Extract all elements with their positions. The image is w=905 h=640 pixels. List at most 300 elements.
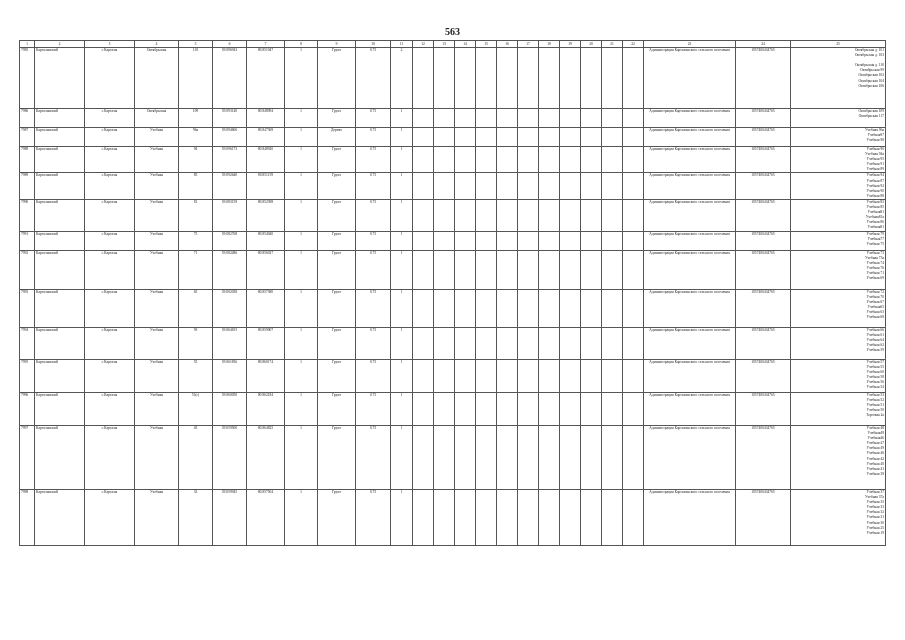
row-number: 7986	[20, 109, 35, 128]
empty-cell	[581, 48, 602, 109]
latitude-cell: 59.083159	[213, 199, 247, 231]
address-line: Октябрьская 104	[858, 78, 884, 83]
table-row	[20, 489, 886, 545]
column-number-6: 6	[213, 41, 247, 48]
ogrn-cell: 1057400434765	[736, 289, 791, 327]
district-cell: Карталинский	[35, 173, 85, 199]
house-cell: 51(г)	[179, 392, 213, 425]
table-row	[20, 231, 886, 250]
empty-cell	[581, 173, 602, 199]
address-line: Учебная 50	[866, 408, 884, 413]
address-line: Учебная 63	[866, 310, 884, 315]
district-cell: Карталинский	[35, 359, 85, 392]
empty-cell	[602, 109, 623, 128]
owner-org-cell: Администрация Карталинского сельского поселения	[644, 109, 736, 128]
row-number: 7988	[20, 147, 35, 173]
empty-cell	[518, 289, 539, 327]
district-cell: Карталинский	[35, 128, 85, 147]
address-line: Учебная 94	[866, 173, 884, 178]
empty-cell	[497, 327, 518, 359]
empty-cell	[623, 48, 644, 109]
district-cell: Карталинский	[35, 231, 85, 250]
empty-cell	[560, 173, 581, 199]
row-number: 7995	[20, 359, 35, 392]
address-line: Учебная 76	[866, 266, 884, 271]
address-line: Учебная 54	[866, 385, 884, 390]
street-cell: Учебная	[135, 359, 179, 392]
empty-cell	[455, 289, 476, 327]
longitude-cell: 80.856027	[247, 250, 285, 289]
empty-cell	[581, 289, 602, 327]
address-line: Октябрьская 99	[860, 68, 884, 73]
empty-cell	[602, 289, 623, 327]
table-row	[20, 199, 886, 231]
owner-org-cell: Администрация Карталинского сельского поселения	[644, 425, 736, 489]
longitude-cell: 80.848920	[247, 147, 285, 173]
address-line: Учебная 72	[866, 289, 884, 294]
ogrn-cell: 1057400434765	[736, 109, 791, 128]
count-cell: 1	[285, 289, 318, 327]
empty-cell	[434, 109, 455, 128]
address-line: Учебная 39	[866, 471, 884, 476]
address-line: Учебная 96	[866, 147, 884, 151]
empty-cell	[560, 48, 581, 109]
ogrn-cell: 1057400434765	[736, 199, 791, 231]
table-row	[20, 392, 886, 425]
empty-cell	[455, 250, 476, 289]
house-cell: 71	[179, 250, 213, 289]
address-line: Учебная 40	[866, 461, 884, 466]
address-line: Учебная 41	[866, 466, 884, 471]
empty-cell	[602, 48, 623, 109]
settlement-cell: с.Карталы	[85, 425, 135, 489]
empty-cell	[455, 48, 476, 109]
longitude-cell: 80.859007	[247, 327, 285, 359]
empty-cell	[497, 147, 518, 173]
empty-cell	[497, 48, 518, 109]
address-line: Октябрьская 106	[858, 83, 884, 88]
column-number-24: 24	[736, 41, 791, 48]
container-count-cell: 1	[391, 425, 413, 489]
empty-cell	[623, 109, 644, 128]
surface-cell: Грунт	[318, 392, 356, 425]
address-line: Учебная 73	[866, 250, 884, 255]
row-number: 7993	[20, 289, 35, 327]
settlement-cell: с.Карталы	[85, 392, 135, 425]
house-cell: 65	[179, 289, 213, 327]
empty-cell	[560, 128, 581, 147]
empty-cell	[560, 199, 581, 231]
ogrn-cell: 1057400434765	[736, 425, 791, 489]
column-number-13: 13	[434, 41, 455, 48]
empty-cell	[413, 250, 434, 289]
empty-cell	[455, 489, 476, 545]
empty-cell	[560, 231, 581, 250]
district-cell: Карталинский	[35, 392, 85, 425]
latitude-cell: 59.059500	[213, 425, 247, 489]
settlement-cell: с.Карталы	[85, 489, 135, 545]
empty-cell	[560, 425, 581, 489]
empty-cell	[539, 147, 560, 173]
empty-cell	[581, 359, 602, 392]
column-number-20: 20	[581, 41, 602, 48]
street-cell: Учебная	[135, 173, 179, 199]
street-cell: Учебная	[135, 392, 179, 425]
address-line: Учебная 92	[866, 183, 884, 188]
count-cell: 1	[285, 147, 318, 173]
container-count-cell: 1	[391, 489, 413, 545]
count-cell: 1	[285, 48, 318, 109]
owner-org-cell: Администрация Карталинского сельского поселения	[644, 250, 736, 289]
empty-cell	[539, 392, 560, 425]
address-line: Учебная 66	[866, 327, 884, 332]
served-addresses-cell	[791, 359, 886, 392]
empty-cell	[602, 173, 623, 199]
latitude-cell: 59.093140	[213, 109, 247, 128]
container-count-cell: 1	[391, 250, 413, 289]
empty-cell	[623, 128, 644, 147]
surface-cell: Грунт	[318, 289, 356, 327]
column-number-18: 18	[539, 41, 560, 48]
page-number: 563	[445, 27, 460, 38]
empty-cell	[413, 48, 434, 109]
area-cell: 0.75	[356, 109, 391, 128]
settlement-cell: с.Карталы	[85, 231, 135, 250]
house-cell: 110	[179, 48, 213, 109]
house-cell: 85	[179, 173, 213, 199]
table-row	[20, 289, 886, 327]
address-line: Учебная81	[867, 210, 884, 215]
empty-cell	[518, 489, 539, 545]
settlement-cell: с.Карталы	[85, 109, 135, 128]
empty-cell	[413, 173, 434, 199]
street-cell: Учебная	[135, 231, 179, 250]
address-line: Торговая 2а	[866, 413, 884, 418]
count-cell: 1	[285, 250, 318, 289]
empty-cell	[623, 250, 644, 289]
empty-cell	[539, 173, 560, 199]
served-addresses-cell	[791, 250, 886, 289]
owner-org-cell: Администрация Карталинского сельского поселения	[644, 489, 736, 545]
empty-cell	[560, 147, 581, 173]
empty-cell	[560, 289, 581, 327]
empty-cell	[581, 250, 602, 289]
district-cell: Карталинский	[35, 327, 85, 359]
address-line: Учебная 32	[866, 510, 884, 515]
count-cell: 1	[285, 359, 318, 392]
latitude-cell: 59.092640	[213, 173, 247, 199]
district-cell: Карталинский	[35, 147, 85, 173]
count-cell: 1	[285, 392, 318, 425]
area-cell: 0.75	[356, 199, 391, 231]
address-line: Учебная 89	[866, 167, 884, 172]
empty-cell	[623, 147, 644, 173]
table-row	[20, 327, 886, 359]
owner-org-cell: Администрация Карталинского сельского поселения	[644, 289, 736, 327]
ogrn-cell: 1057400434765	[736, 231, 791, 250]
empty-cell	[539, 327, 560, 359]
address-line: Учебная 64	[866, 338, 884, 343]
empty-cell	[476, 48, 497, 109]
address-line: Октябрьская 109	[858, 109, 884, 113]
surface-cell: Грунт	[318, 327, 356, 359]
empty-cell	[623, 327, 644, 359]
empty-cell	[581, 392, 602, 425]
area-cell: 0.75	[356, 359, 391, 392]
address-line: Учебная 56	[866, 380, 884, 385]
column-number-15: 15	[476, 41, 497, 48]
longitude-cell: 80.862184	[247, 392, 285, 425]
row-number: 7998	[20, 489, 35, 545]
empty-cell	[560, 327, 581, 359]
ogrn-cell: 1057400434765	[736, 48, 791, 109]
area-cell: 0.75	[356, 128, 391, 147]
empty-cell	[602, 327, 623, 359]
empty-cell	[518, 147, 539, 173]
column-number-23: 23	[644, 41, 736, 48]
street-cell: Учебная	[135, 289, 179, 327]
address-line: Учебная 90	[866, 188, 884, 193]
empty-cell	[434, 489, 455, 545]
count-cell: 1	[285, 109, 318, 128]
address-line: Учебная 19	[866, 530, 884, 535]
empty-cell	[518, 231, 539, 250]
served-addresses-cell	[791, 392, 886, 425]
empty-cell	[413, 199, 434, 231]
district-cell: Карталинский	[35, 48, 85, 109]
empty-cell	[476, 359, 497, 392]
owner-org-cell: Администрация Карталинского сельского поселения	[644, 392, 736, 425]
address-line: Учебная 52	[866, 398, 884, 403]
empty-cell	[560, 359, 581, 392]
house-cell: 45	[179, 425, 213, 489]
longitude-cell: 80.864825	[247, 425, 285, 489]
table-row	[20, 128, 886, 147]
owner-org-cell: Администрация Карталинского сельского поселения	[644, 147, 736, 173]
surface-cell: Грунт	[318, 425, 356, 489]
settlement-cell: с.Карталы	[85, 147, 135, 173]
latitude-cell: 59.082768	[213, 231, 247, 250]
district-cell: Карталинский	[35, 250, 85, 289]
longitude-cell: 80.852398	[247, 199, 285, 231]
empty-cell	[581, 489, 602, 545]
owner-org-cell: Администрация Карталинского сельского поселения	[644, 48, 736, 109]
empty-cell	[581, 199, 602, 231]
empty-cell	[476, 392, 497, 425]
column-number-21: 21	[602, 41, 623, 48]
ogrn-cell: 1057400434765	[736, 489, 791, 545]
address-line: Учебная 59	[866, 348, 884, 353]
served-addresses-cell	[791, 289, 886, 327]
empty-cell	[623, 425, 644, 489]
address-line: Учебная 33	[866, 505, 884, 510]
column-number-17: 17	[518, 41, 539, 48]
street-cell: Учебная	[135, 250, 179, 289]
ogrn-cell: 1057400434765	[736, 392, 791, 425]
address-line: Учебная 37	[866, 489, 884, 494]
address-line: Учебная 25	[866, 525, 884, 530]
empty-cell	[434, 128, 455, 147]
address-line: Учебная 62	[866, 343, 884, 348]
row-number: 7997	[20, 425, 35, 489]
address-line: Октябрьская 102	[858, 73, 884, 78]
address-line: Учебная 79	[866, 231, 884, 236]
address-line: Учебная 75	[866, 242, 884, 247]
row-number: 7987	[20, 128, 35, 147]
empty-cell	[476, 147, 497, 173]
empty-cell	[476, 231, 497, 250]
empty-cell	[518, 250, 539, 289]
surface-cell: Грунт	[318, 489, 356, 545]
empty-cell	[518, 109, 539, 128]
address-line: Учебная 67	[866, 300, 884, 305]
area-cell: 0.75	[356, 250, 391, 289]
count-cell: 1	[285, 199, 318, 231]
ogrn-cell: 1057400434765	[736, 147, 791, 173]
area-cell: 0.75	[356, 173, 391, 199]
empty-cell	[476, 199, 497, 231]
empty-cell	[581, 109, 602, 128]
empty-cell	[518, 199, 539, 231]
empty-cell	[497, 425, 518, 489]
empty-cell	[581, 147, 602, 173]
address-line: Учебная 95	[866, 157, 884, 162]
empty-cell	[518, 48, 539, 109]
area-cell: 0.75	[356, 327, 391, 359]
area-cell: 0.75	[356, 425, 391, 489]
count-cell: 1	[285, 173, 318, 199]
street-cell: Учебная	[135, 199, 179, 231]
address-line: Учебная81	[867, 225, 884, 230]
address-line: Учебная 83	[866, 199, 884, 204]
address-line: Учебная 70	[866, 295, 884, 300]
address-line: Учебная 94а	[864, 152, 884, 157]
empty-cell	[539, 250, 560, 289]
container-count-cell: 1	[391, 173, 413, 199]
empty-cell	[602, 147, 623, 173]
address-line: Учебная 68	[866, 315, 884, 320]
address-line: Учебная 35	[866, 500, 884, 505]
ogrn-cell: 1057400434765	[736, 327, 791, 359]
empty-cell	[455, 147, 476, 173]
longitude-cell: 80.854040	[247, 231, 285, 250]
table-row	[20, 425, 886, 489]
empty-cell	[602, 231, 623, 250]
empty-cell	[539, 289, 560, 327]
served-addresses-cell	[791, 147, 886, 173]
empty-cell	[455, 173, 476, 199]
served-addresses-cell	[791, 425, 886, 489]
empty-cell	[413, 489, 434, 545]
served-addresses-cell	[791, 128, 886, 147]
empty-cell	[434, 359, 455, 392]
column-number-7: 7	[247, 41, 285, 48]
table-row	[20, 48, 886, 109]
empty-cell	[581, 231, 602, 250]
empty-cell	[455, 109, 476, 128]
surface-cell: Грунт	[318, 48, 356, 109]
district-cell: Карталинский	[35, 289, 85, 327]
address-line: Учебная 30	[866, 520, 884, 525]
address-line: Учебная 47	[866, 441, 884, 446]
settlement-cell: с.Карталы	[85, 327, 135, 359]
column-number-14: 14	[455, 41, 476, 48]
area-cell: 0.75	[356, 231, 391, 250]
empty-cell	[581, 425, 602, 489]
surface-cell: Грунт	[318, 231, 356, 250]
address-line: Учебная 96а	[864, 128, 884, 132]
address-line: Учебная77	[867, 237, 884, 242]
row-number: 7989	[20, 173, 35, 199]
empty-cell	[476, 109, 497, 128]
settlement-cell: с.Карталы	[85, 173, 135, 199]
address-line: Учебная 37а	[864, 495, 884, 500]
count-cell: 1	[285, 231, 318, 250]
empty-cell	[434, 48, 455, 109]
owner-org-cell: Администрация Карталинского сельского поселения	[644, 231, 736, 250]
empty-cell	[413, 128, 434, 147]
row-number: 7991	[20, 231, 35, 250]
settlement-cell: с.Карталы	[85, 199, 135, 231]
empty-cell	[623, 359, 644, 392]
house-cell: 94	[179, 147, 213, 173]
column-number-3: 3	[85, 41, 135, 48]
house-cell: 55	[179, 359, 213, 392]
owner-org-cell: Администрация Карталинского сельского поселения	[644, 359, 736, 392]
table-row	[20, 250, 886, 289]
address-line: Учебная 53	[866, 392, 884, 397]
address-line: Учебная 42	[866, 456, 884, 461]
table-row	[20, 147, 886, 173]
empty-cell	[518, 359, 539, 392]
address-line: Учебная 55	[866, 365, 884, 370]
ogrn-cell: 1057400434765	[736, 173, 791, 199]
empty-cell	[413, 327, 434, 359]
empty-cell	[434, 289, 455, 327]
district-cell: Карталинский	[35, 199, 85, 231]
empty-cell	[560, 489, 581, 545]
served-addresses-cell	[791, 109, 886, 128]
street-cell: Октябрьская	[135, 109, 179, 128]
address-line: Октябрьская 117	[858, 114, 884, 119]
empty-cell	[623, 231, 644, 250]
column-number-19: 19	[560, 41, 581, 48]
surface-cell: Грунт	[318, 147, 356, 173]
empty-cell	[413, 289, 434, 327]
empty-cell	[602, 425, 623, 489]
street-cell: Учебная	[135, 425, 179, 489]
street-cell: Учебная	[135, 128, 179, 147]
ogrn-cell: 1057400434765	[736, 128, 791, 147]
empty-cell	[602, 199, 623, 231]
count-cell: 1	[285, 489, 318, 545]
column-number-22: 22	[623, 41, 644, 48]
empty-cell	[455, 231, 476, 250]
column-number-1: 1	[20, 41, 35, 48]
house-cell: 33	[179, 489, 213, 545]
address-line: Учебная81а	[865, 215, 884, 220]
registry-table	[19, 40, 886, 546]
street-cell: Учебная	[135, 489, 179, 545]
empty-cell	[476, 128, 497, 147]
address-line: Учебная 49	[866, 446, 884, 451]
empty-cell	[497, 489, 518, 545]
container-count-cell: 2	[391, 48, 413, 109]
count-cell: 1	[285, 425, 318, 489]
empty-cell	[497, 173, 518, 199]
empty-cell	[539, 359, 560, 392]
address-line: Учебная 51	[866, 403, 884, 408]
